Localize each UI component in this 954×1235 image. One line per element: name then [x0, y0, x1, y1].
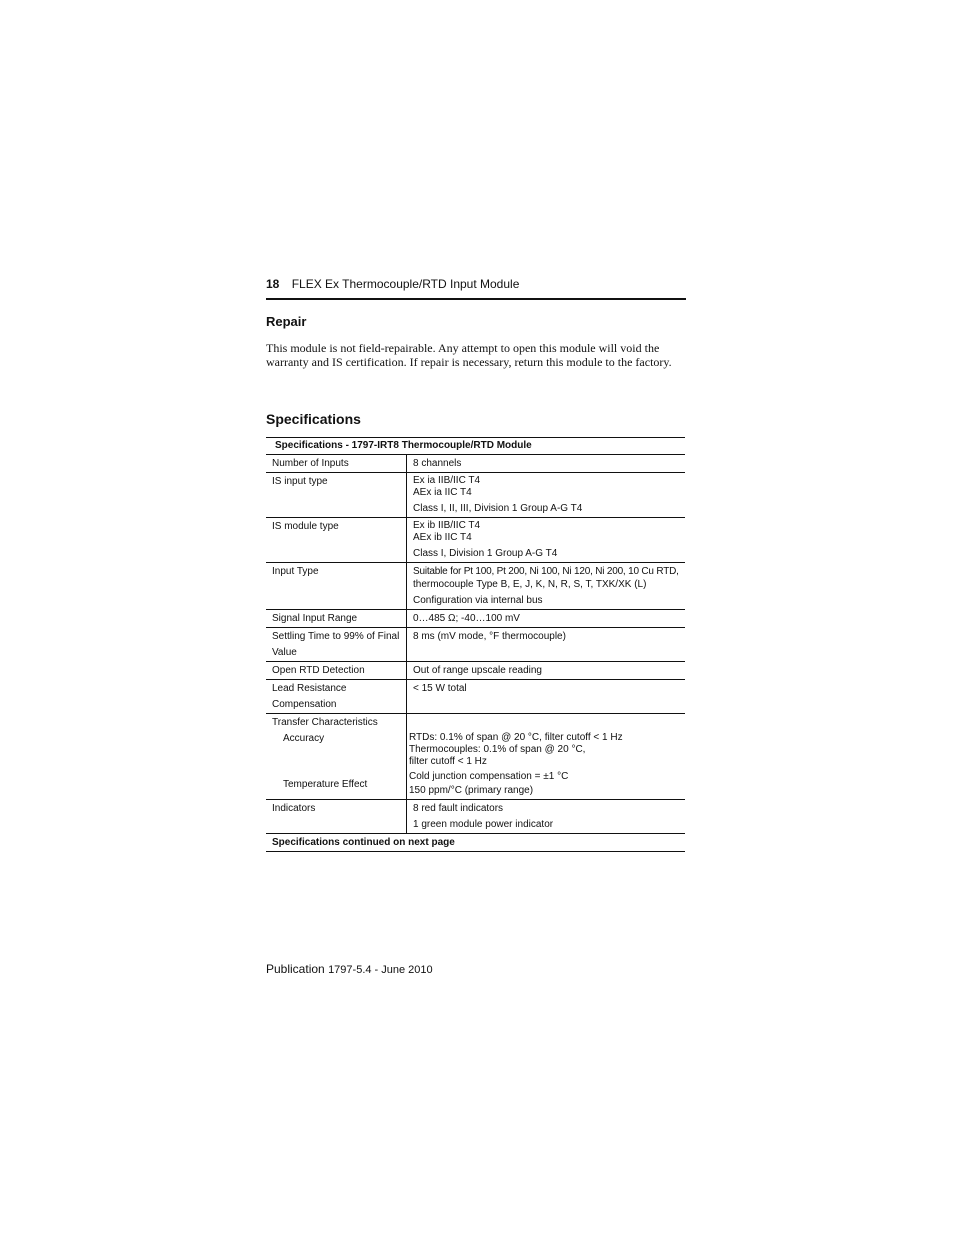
- row-value: Ex ia IIB/IIC T4 AEx ia IIC T4 Class I, II, III, Division 1 Group A-G T4: [407, 473, 686, 518]
- table-title: Specifications - 1797-IRT8 Thermocouple/RTD Module: [266, 438, 685, 455]
- table-row: [266, 714, 685, 800]
- table-header-row: [266, 438, 685, 455]
- publication-footer: [266, 961, 433, 978]
- temperature-effect-value: 150 ppm/°C (primary range): [409, 785, 534, 796]
- accuracy-label: Accuracy: [283, 733, 325, 744]
- page-header: [266, 276, 686, 292]
- publication-label: Publication: [266, 962, 325, 976]
- row-label: Input Type: [266, 563, 407, 610]
- row-value: 8 red fault indicators 1 green module power indicator: [407, 800, 686, 834]
- row-value: Out of range upscale reading: [407, 662, 686, 680]
- row-label: Number of Inputs: [266, 455, 407, 473]
- header-rule: [266, 298, 686, 300]
- table-row: [266, 610, 685, 628]
- publication-id: 1797-5.4 - June 2010: [328, 964, 433, 976]
- table-row: [266, 800, 685, 834]
- row-label: IS module type: [266, 518, 407, 563]
- row-label: Signal Input Range: [266, 610, 407, 628]
- header-title: FLEX Ex Thermocouple/RTD Input Module: [291, 277, 520, 291]
- table-row: [266, 628, 685, 662]
- row-label: IS input type: [266, 473, 407, 518]
- table-row: [266, 680, 685, 714]
- row-label: Indicators: [266, 800, 407, 834]
- table-footer: Specifications continued on next page: [266, 834, 685, 852]
- row-value: RTDs: 0.1% of span @ 20 °C, filter cutoff < 1 Hz Thermocouples: 0.1% of span @ 20 °C, filter cutoff < 1 Hz Cold junction compensation = ±1 °C 150 ppm/°C (primary range): [407, 714, 686, 800]
- repair-paragraph: This module is not field-repairable. Any attempt to open this module will void the warranty and IS certification. If repair is necessary, return this module to the factory.: [266, 341, 672, 369]
- row-label: Settling Time to 99% of Final Value: [266, 628, 407, 662]
- row-label: [266, 714, 407, 800]
- row-value: 8 channels: [407, 455, 686, 473]
- specifications-heading: Specifications: [266, 411, 361, 427]
- row-value: Ex ib IIB/IIC T4 AEx ib IIC T4 Class I, Division 1 Group A-G T4: [407, 518, 686, 563]
- page-number: 18: [266, 277, 280, 291]
- table-footer-row: [266, 834, 685, 852]
- specifications-table: [266, 437, 685, 852]
- row-label: Lead Resistance Compensation: [266, 680, 407, 714]
- repair-heading: Repair: [266, 314, 307, 329]
- row-label: Open RTD Detection: [266, 662, 407, 680]
- row-value: 8 ms (mV mode, °F thermocouple): [407, 628, 686, 662]
- table-row: [266, 563, 685, 610]
- temperature-effect-label: Temperature Effect: [283, 779, 368, 790]
- row-value: < 15 W total: [407, 680, 686, 714]
- table-row: [266, 455, 685, 473]
- table-row: [266, 518, 685, 563]
- table-row: [266, 473, 685, 518]
- row-value: Suitable for Pt 100, Pt 200, Ni 100, Ni 120, Ni 200, 10 Cu RTD, thermocouple Type B, E, J, K, N, R, S, T, TXK/XK (L) Configuration via internal bus: [407, 563, 686, 610]
- row-value: 0…485 Ω; -40…100 mV: [407, 610, 686, 628]
- table-row: [266, 662, 685, 680]
- transfer-label: Transfer Characteristics: [272, 717, 378, 728]
